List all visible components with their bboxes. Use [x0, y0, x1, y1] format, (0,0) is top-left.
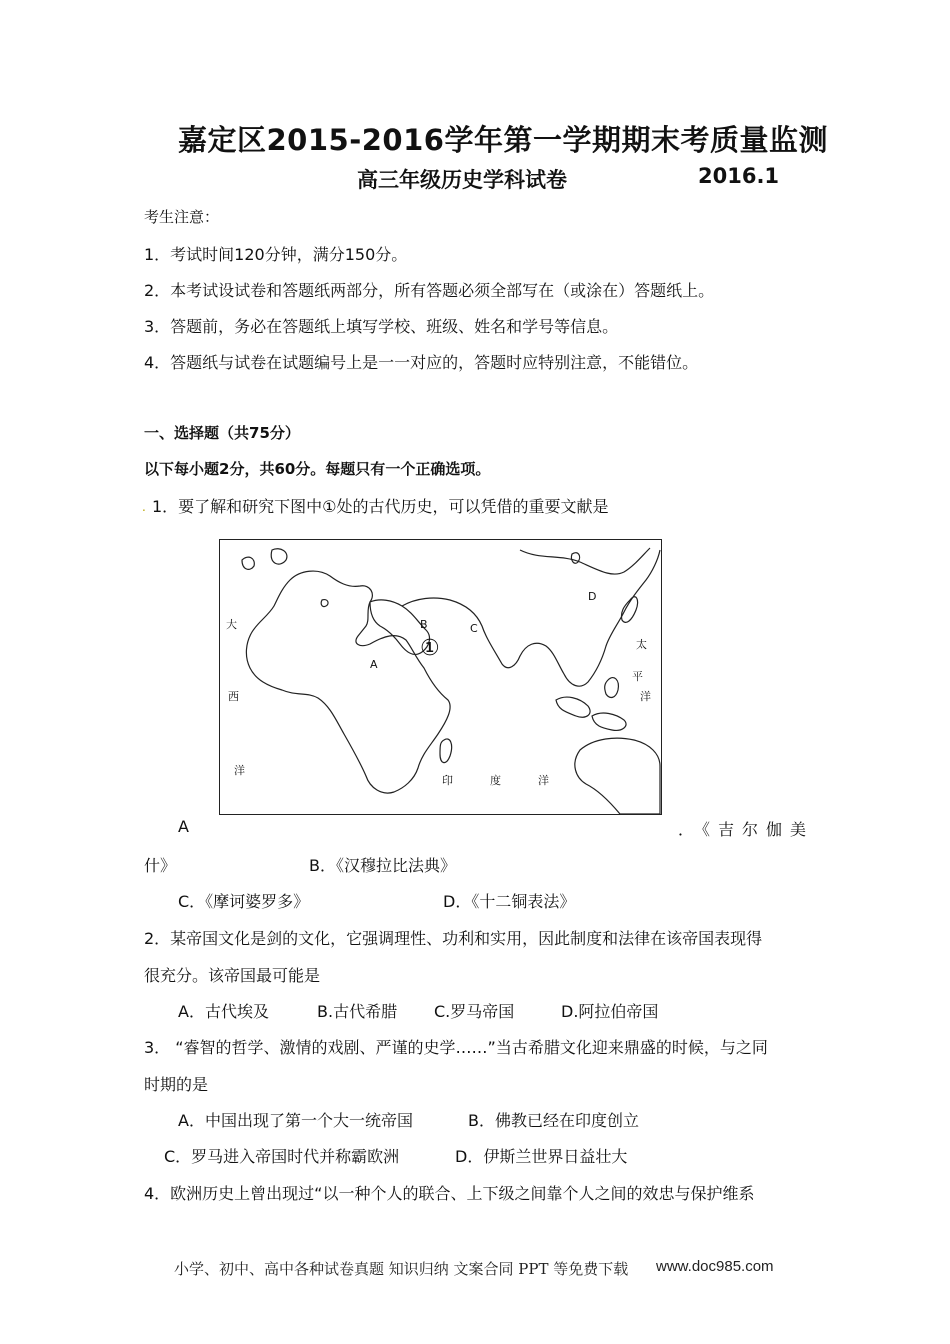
question-3-option-d: D．伊斯兰世界日益壮大: [455, 1147, 628, 1166]
exam-date: 2016.1: [698, 164, 780, 188]
map-label-indian-2: 度: [490, 774, 501, 787]
question-1-option-c: C．《摩诃婆罗多》: [178, 892, 310, 911]
map-label-atlantic-1: 大: [226, 618, 237, 631]
question-4-stem-line1: 4．欧洲历史上曾出现过“以一种个人的联合、上下级之间靠个人之间的效忠与保护维系: [144, 1184, 755, 1203]
question-1-option-a-text: ．《吉尔伽美: [678, 820, 815, 839]
notice-item-1: 1．考试时间120分钟，满分150分。: [144, 245, 408, 264]
question-2-option-c: C.罗马帝国: [434, 1002, 515, 1021]
world-map-figure: [219, 539, 662, 815]
question-2-option-a: A．古代埃及: [178, 1002, 269, 1021]
question-2-stem-line2: 很充分。该帝国最可能是: [144, 966, 321, 985]
footer-text: 小学、初中、高中各种试卷真题 知识归纳 文案合同 PPT 等免费下载: [174, 1260, 629, 1278]
section-instruction: 以下每小题2分，共60分。每题只有一个正确选项。: [144, 460, 491, 478]
question-1-option-b: B．《汉穆拉比法典》: [309, 856, 456, 875]
world-map-outline: [220, 540, 661, 814]
map-label-circled-1: ①: [420, 636, 440, 661]
map-label-atlantic-2: 西: [228, 690, 239, 703]
map-label-atlantic-3: 洋: [234, 764, 245, 777]
question-3-stem-line1: 3． “睿智的哲学、激情的戏剧、严谨的史学……”当古希腊文化迎来鼎盛的时候，与之同: [144, 1038, 768, 1057]
question-2-option-d: D.阿拉伯帝国: [561, 1002, 659, 1021]
map-label-pacific-1: 太: [636, 638, 647, 651]
footer-url[interactable]: www.doc985.com: [656, 1258, 774, 1275]
question-1-option-a-continued: 什》: [144, 856, 177, 875]
question-1-option-a-letter: A: [178, 817, 189, 836]
notice-item-4: 4．答题纸与试卷在试题编号上是一一对应的，答题时应特别注意，不能错位。: [144, 353, 699, 372]
map-label-d: D: [588, 590, 597, 603]
section-heading: 一、选择题（共75分）: [144, 424, 300, 442]
question-1-option-d: D．《十二铜表法》: [443, 892, 576, 911]
page-subtitle: 高三年级历史学科试卷: [357, 168, 567, 192]
notice-heading: 考生注意：: [144, 208, 220, 226]
question-2-option-b: B.古代希腊: [317, 1002, 398, 1021]
question-1-stem: 1．要了解和研究下图中①处的古代历史，可以凭借的重要文献是: [152, 497, 609, 516]
question-3-stem-line2: 时期的是: [144, 1075, 209, 1094]
notice-item-3: 3．答题前，务必在答题纸上填写学校、班级、姓名和学号等信息。: [144, 317, 619, 336]
map-label-b: B: [420, 618, 428, 631]
map-label-indian-1: 印: [442, 774, 453, 787]
page-title: 嘉定区2015-2016学年第一学期期末考质量监测: [178, 123, 828, 157]
question-3-option-b: B．佛教已经在印度创立: [468, 1111, 639, 1130]
question-3-option-a: A．中国出现了第一个大一统帝国: [178, 1111, 413, 1130]
question-2-stem-line1: 2．某帝国文化是剑的文化，它强调理性、功利和实用，因此制度和法律在该帝国表现得: [144, 929, 763, 948]
question-3-option-c: C．罗马进入帝国时代并称霸欧洲: [164, 1147, 400, 1166]
map-label-c: C: [470, 622, 478, 635]
map-label-indian-3: 洋: [538, 774, 549, 787]
notice-item-2: 2．本考试设试卷和答题纸两部分，所有答题必须全部写在（或涂在）答题纸上。: [144, 281, 715, 300]
marker-dot: .: [142, 500, 146, 514]
map-label-pacific-2: 平: [632, 670, 643, 683]
map-label-pacific-3: 洋: [640, 690, 651, 703]
map-label-a: A: [370, 658, 378, 671]
